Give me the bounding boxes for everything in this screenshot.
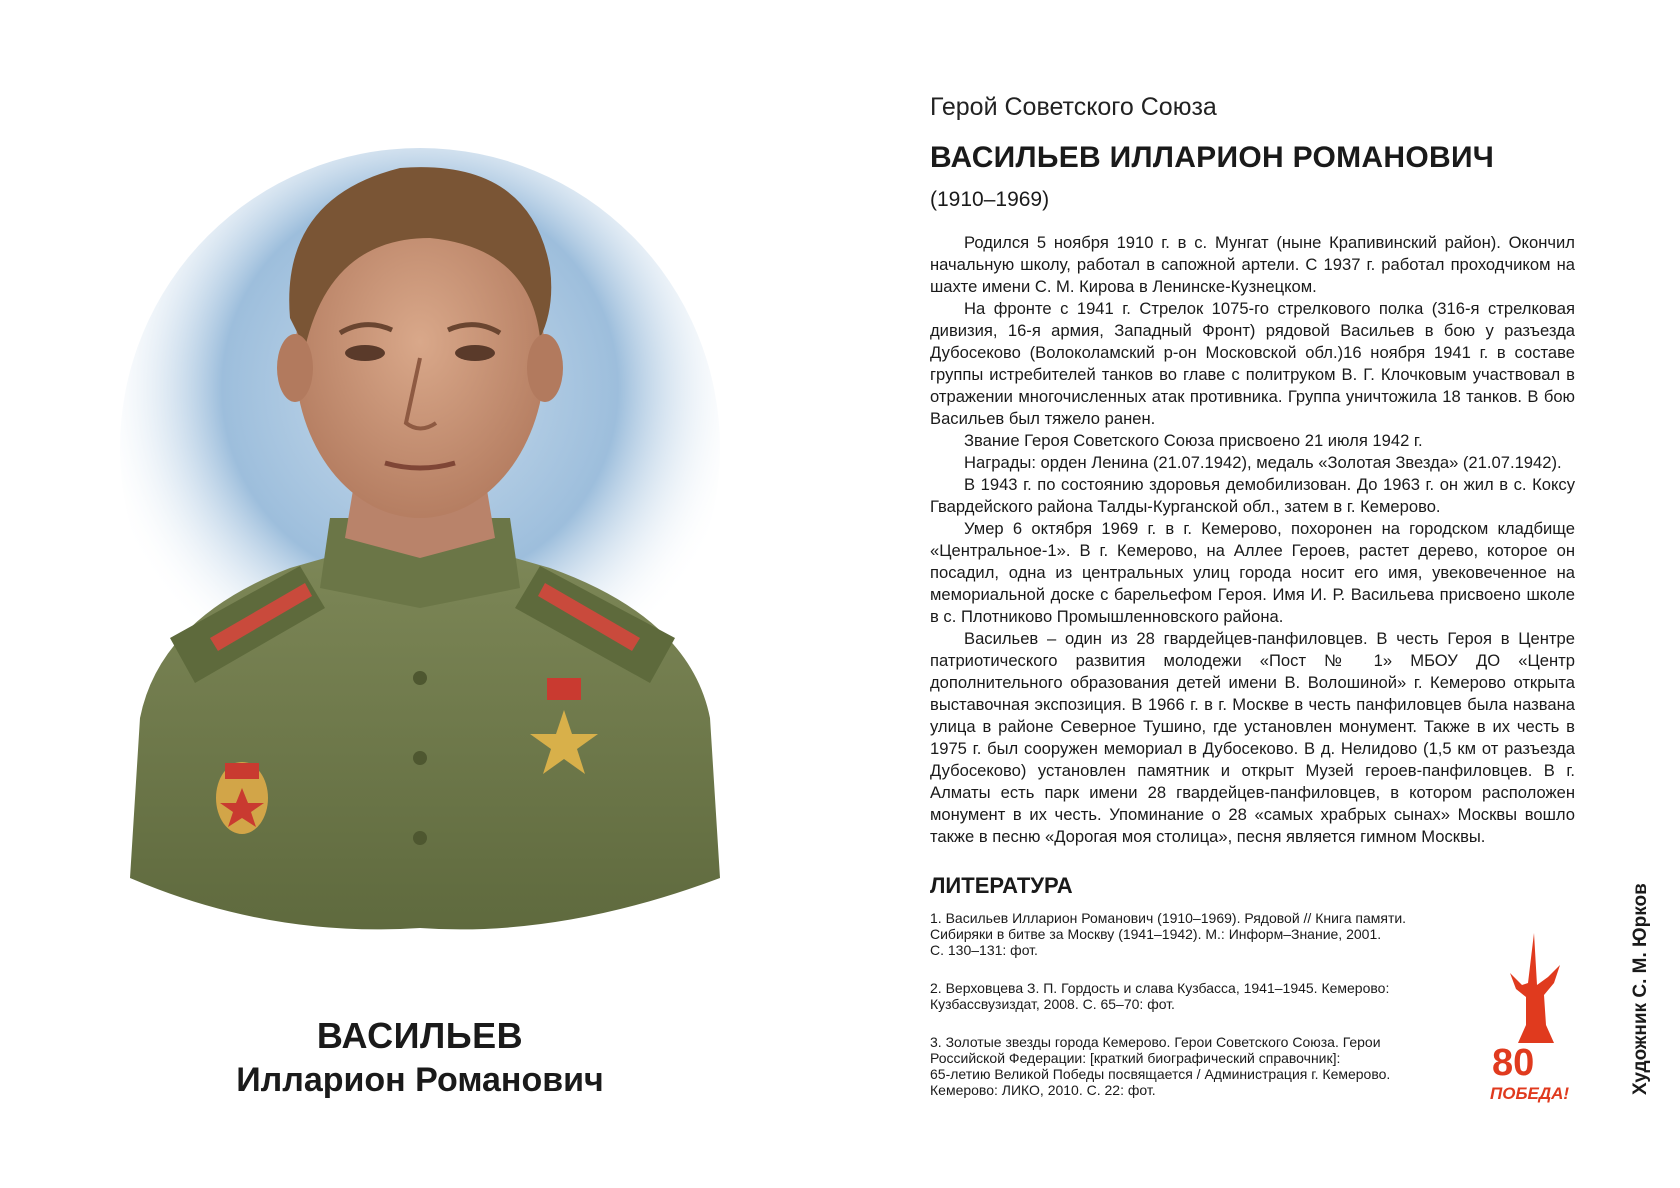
biography-paragraph: Награды: орден Ленина (21.07.1942), медаль «Золотая Звезда» (21.07.1942). bbox=[964, 453, 1562, 472]
article bbox=[930, 90, 1575, 1120]
logo-number: 80 bbox=[1492, 1042, 1535, 1084]
caption-given-name: Илларион Романович bbox=[236, 1061, 604, 1099]
biography-paragraph: Родился 5 ноября 1910 г. в с. Мунгат (ныне Крапивинский район). Окончил начальную школу, работал в сапожной артели. С 1937 г. работал проходчиком на шахте имени С. М. Кирова в Ленинске-Кузнецком. bbox=[930, 233, 1575, 296]
biography-paragraph: Звание Героя Советского Союза присвоено 21 июля 1942 г. bbox=[964, 431, 1423, 450]
literature-list bbox=[930, 910, 1450, 1098]
artist-credit: Художник С. М. Юрков bbox=[1630, 883, 1651, 1095]
portrait-caption bbox=[100, 1014, 740, 1102]
literature-item: 1. Васильев Илларион Романович (1910–1969). Рядовой // Книга памяти. Сибиряки в битве за Москву (1941–1942). М.: Информ–Знание, 2001. С. 130–131: фот. bbox=[930, 910, 1407, 958]
biography bbox=[930, 232, 1575, 848]
biography-paragraph: На фронте с 1941 г. Стрелок 1075-го стрелкового полка (316-я стрелковая дивизия, 16-я армия, Западный Фронт) рядовой Васильев в бою у разъезда Дубосеково (Волоколамский р-он Московской обл.)16 ноября 1941 г. в составе группы истребителей танков во главе с политруком В. Г. Клочковым участвовал в отражении многочисленных атак противника. Группа уничтожила 18 танков. В бою Васильев был тяжело ранен. bbox=[930, 299, 1575, 428]
biography-paragraph: Васильев – один из 28 гвардейцев-панфиловцев. В честь Героя в Центре патриотического развития молодежи «Пост № 1» МБОУ ДО «Центр дополнительного образования детей имени В. Волошиной» г. Кемерово открыта выставочная экспозиция. В 1966 г. в г. Москве в честь панфиловцев была названа улица в районе Северное Тушино, где установлен монумент. Также в их честь в 1975 г. был сооружен мемориал в Дубосеково. В д. Нелидово (1,5 км от разъезда Дубосеково) установлен памятник и открыт Музей героев-панфиловцев. В г. Алматы есть парк имени 28 гвардейцев-панфиловцев, в котором расположен монумент в их честь. Упоминание о 28 «самых храбрых сынах» Москвы вошло также в песню «Дорогая моя столица», песня является гимном Москвы. bbox=[930, 629, 1575, 846]
biography-paragraph: В 1943 г. по состоянию здоровья демобилизован. До 1963 г. он жил в с. Коксу Гвардейского района Талды-Курганской обл., затем в г. Кемерово. bbox=[930, 475, 1575, 516]
right-eye bbox=[455, 345, 495, 361]
literature-heading: ЛИТЕРАТУРА bbox=[930, 873, 1073, 898]
hero-title-label: Герой Советского Союза bbox=[930, 93, 1217, 121]
caption-surname: ВАСИЛЬЕВ bbox=[316, 1015, 524, 1056]
literature-item: 3. Золотые звезды города Кемерово. Герои Советского Союза. Герои Российской Федерации: [краткий биографический справочник]: 65-летию Великой Победы посвящается / Администрация г. Кемерово. Кемерово: ЛИКО, 2010. С. 22: фот. bbox=[930, 1034, 1391, 1098]
literature-item: 2. Верховцева З. П. Гордость и слава Кузбасса, 1941–1945. Кемерово: Кузбассвузиздат, 2008. С. 65–70: фот. bbox=[930, 980, 1390, 1012]
hero-full-name: ВАСИЛЬЕВ ИЛЛАРИОН РОМАНОВИЧ bbox=[930, 141, 1495, 174]
life-years: (1910–1969) bbox=[930, 188, 1050, 211]
logo-word: ПОБЕДА! bbox=[1490, 1084, 1570, 1103]
biography-paragraph: Умер 6 октября 1969 г. в г. Кемерово, похоронен на городском кладбище «Центральное-1». В г. Кемерово, на Аллее Героев, растет дерево, которое он посадил, одна из центральных улиц города носит его имя, увековеченное на мемориальной доске с барельефом Героя. Имя И. Р. Васильева присвоено школе в с. Плотниково Промышленновского района. bbox=[930, 519, 1575, 626]
victory-80-logo-icon bbox=[1488, 925, 1580, 1105]
guards-badge-icon bbox=[216, 762, 268, 834]
left-eye bbox=[345, 345, 385, 361]
portrait-illustration bbox=[100, 118, 740, 958]
